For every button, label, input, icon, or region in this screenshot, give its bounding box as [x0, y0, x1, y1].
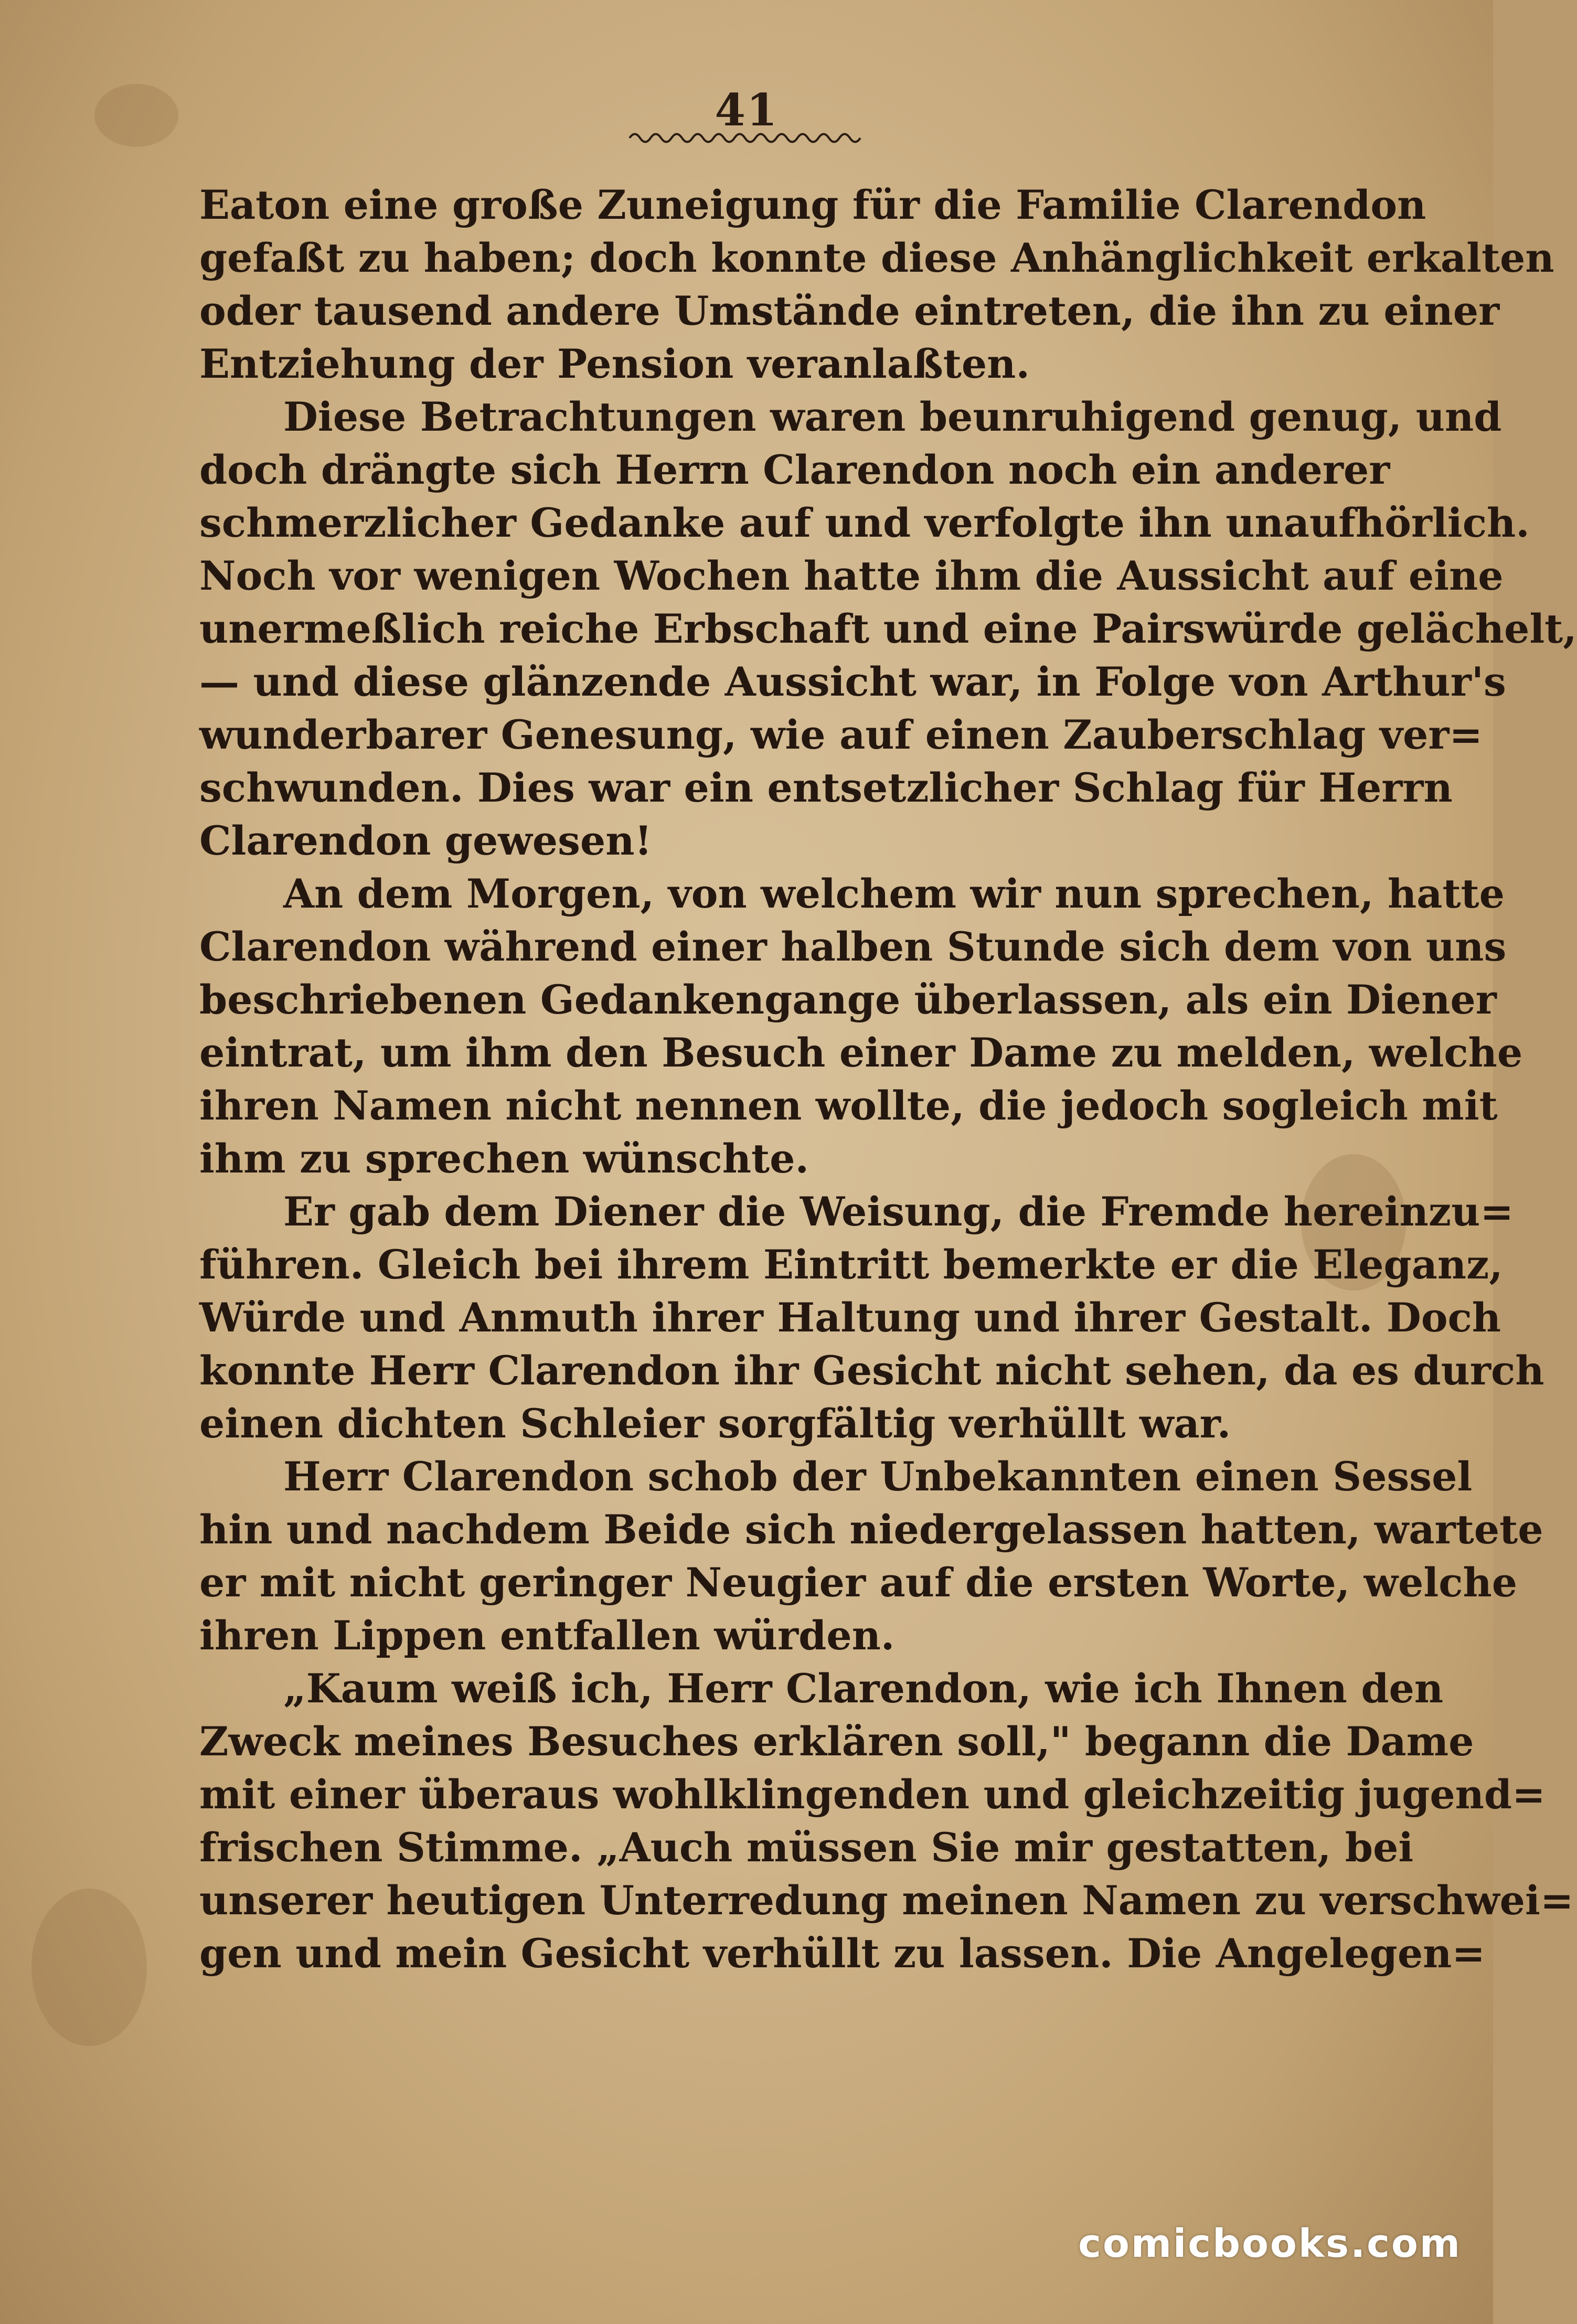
text-line: „Kaum weiß ich, Herr Clarendon, wie ich Ihnen den [283, 1665, 1444, 1712]
paper-stain [31, 1889, 147, 2046]
text-line: führen. Gleich bei ihrem Eintritt bemerkte er die Eleganz, [199, 1241, 1503, 1288]
text-line: Clarendon während einer halben Stunde sich dem von uns [199, 923, 1507, 970]
text-line: wunderbarer Genesung, wie auf einen Zauberschlag ver= [199, 711, 1483, 758]
text-line: unserer heutigen Unterredung meinen Namen zu verschwei= [199, 1877, 1574, 1924]
text-line: hin und nachdem Beide sich niedergelassen hatten, wartete [199, 1506, 1543, 1553]
text-line: Clarendon gewesen! [199, 817, 652, 864]
text-line: ihm zu sprechen wünschte. [199, 1135, 809, 1182]
text-line: schwunden. Dies war ein entsetzlicher Schlag für Herrn [199, 764, 1453, 811]
watermark: comicbooks.com [1078, 2221, 1462, 2266]
text-line: einen dichten Schleier sorgfältig verhüllt war. [199, 1400, 1231, 1447]
text-line: Diese Betrachtungen waren beunruhigend genug, und [283, 393, 1502, 440]
text-line: frischen Stimme. „Auch müssen Sie mir gestatten, bei [199, 1824, 1414, 1871]
text-line: Noch vor wenigen Wochen hatte ihm die Aussicht auf eine [199, 552, 1504, 599]
text-line: ihren Namen nicht nennen wollte, die jedoch sogleich mit [199, 1082, 1498, 1129]
text-line: beschriebenen Gedankengange überlassen, als ein Diener [199, 976, 1497, 1023]
text-line: gefaßt zu haben; doch konnte diese Anhänglichkeit erkalten [199, 234, 1554, 281]
text-line: An dem Morgen, von welchem wir nun sprechen, hatte [283, 870, 1505, 917]
text-line: konnte Herr Clarendon ihr Gesicht nicht sehen, da es durch [199, 1347, 1544, 1394]
text-line: unermeßlich reiche Erbschaft und eine Pairswürde gelächelt, [199, 605, 1577, 652]
text-line: Würde und Anmuth ihrer Haltung und ihrer Gestalt. Doch [199, 1294, 1501, 1341]
decorative-rule [630, 130, 860, 146]
text-line: schmerzlicher Gedanke auf und verfolgte ihn unaufhörlich. [199, 499, 1530, 546]
text-line: Er gab dem Diener die Weisung, die Fremde hereinzu= [283, 1188, 1514, 1235]
text-line: mit einer überaus wohlklingenden und gleichzeitig jugend= [199, 1771, 1546, 1818]
text-line: er mit nicht geringer Neugier auf die ersten Worte, welche [199, 1559, 1518, 1606]
page-number: 41 [715, 84, 779, 136]
text-line: Zweck meines Besuches erklären soll," begann die Dame [199, 1718, 1474, 1765]
text-line: eintrat, um ihm den Besuch einer Dame zu melden, welche [199, 1029, 1523, 1076]
text-line: ihren Lippen entfallen würden. [199, 1612, 895, 1659]
text-line: Eaton eine große Zuneigung für die Familie Clarendon [199, 182, 1426, 228]
text-line: Entziehung der Pension veranlaßten. [199, 340, 1030, 387]
text-line: gen und mein Gesicht verhüllt zu lassen. Die Angelegen= [199, 1930, 1486, 1977]
text-line: doch drängte sich Herrn Clarendon noch ein anderer [199, 446, 1390, 493]
text-line: oder tausend andere Umstände eintreten, die ihn zu einer [199, 287, 1500, 334]
text-line: Herr Clarendon schob der Unbekannten einen Sessel [283, 1453, 1473, 1500]
body-text [199, 178, 1577, 1980]
text-line: — und diese glänzende Aussicht war, in Folge von Arthur's [199, 658, 1506, 705]
